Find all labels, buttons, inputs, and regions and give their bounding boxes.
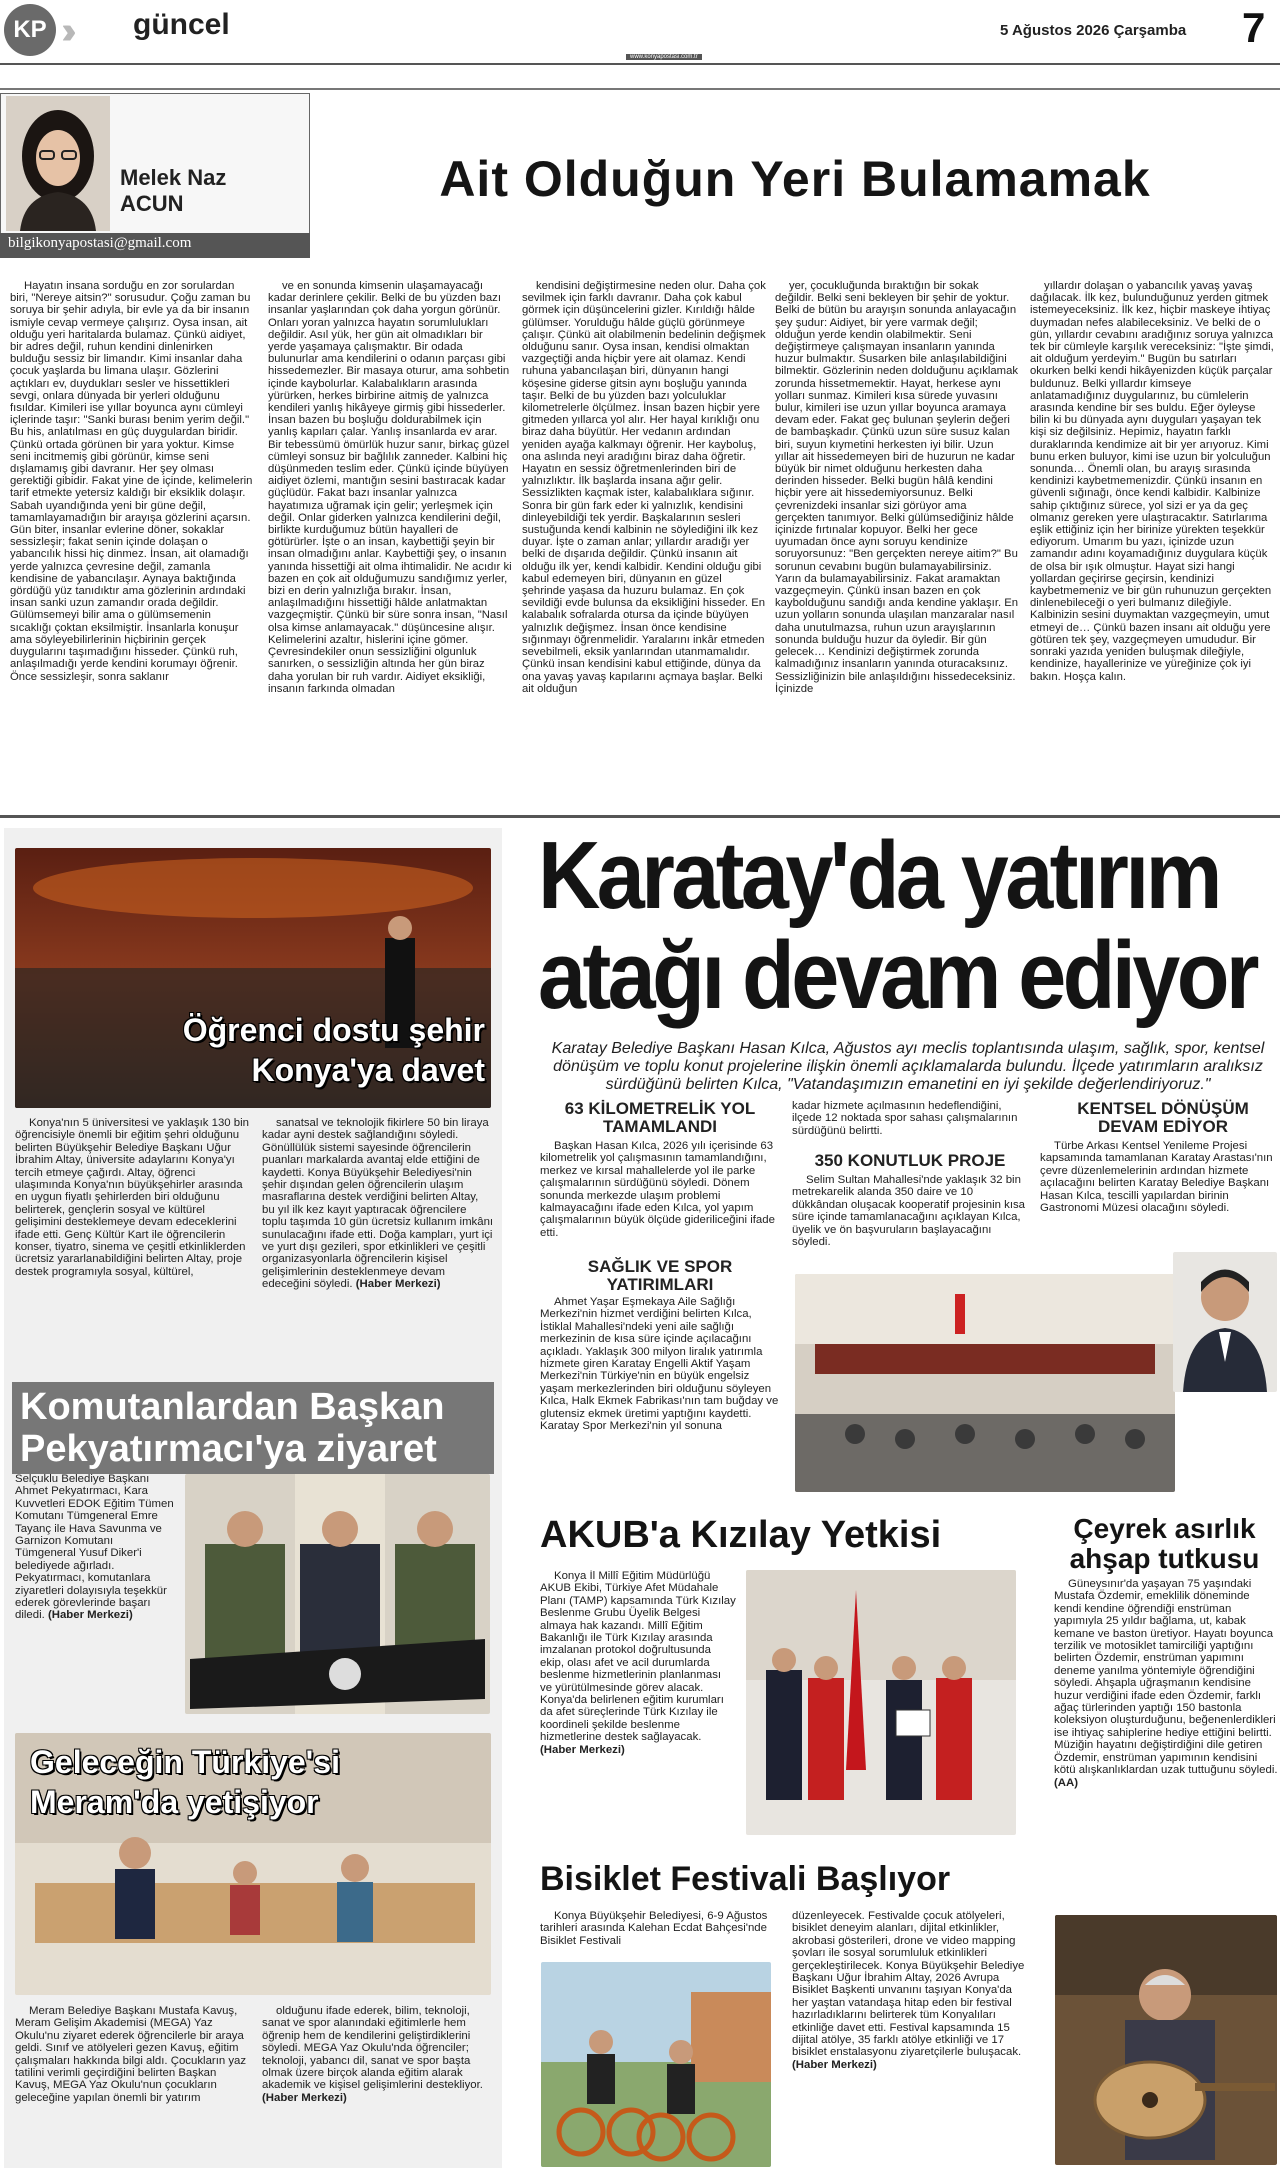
- section-divider: [0, 815, 1280, 818]
- newspaper-logo: KP: [4, 4, 56, 56]
- karatay-text-kentsel: Türbe Arkası Kentsel Yenileme Projesi kapsamında tamamlanan Karatay Arastası'nın çevre düzenlemelerinin ardından hizmete açılacağını belirten Karatay Belediye Başkanı Hasan Kılca, tescilli yapılardan birinin Gastronomi Müzesi olacağını söyledi.: [1040, 1140, 1273, 1215]
- ceyrek-headline: Çeyrek asırlık ahşap tutkusu: [1069, 1513, 1260, 1574]
- karatay-sub-yol: 63 KİLOMETRELİK YOL TAMAMLANDI: [564, 1099, 756, 1136]
- ceyrek-photo: [1055, 1915, 1277, 2165]
- meram-headline-line2: Meram'da yetişiyor: [30, 1784, 319, 1820]
- karatay-text-saglik: Ahmet Yaşar Eşmekaya Aile Sağlığı Merkezi'nin hizmet verdiğini belirten Kılca, İstiklal Mahallesi'ndeki yeni aile sağlığı merkezinin de kısa süre içinde açılacağını açıkladı. Yaklaşık 300 milyon liralık yatırımla hizmete giren Karatay Engelli Aktif Yaşam Merkezi'nin Türkiye'nin en büyük engelsiz yaşam merkezlerinden biri olduğunu söyleyen Kılca, Halk Ekmek Fabrikası'nın tam buğday ve glutensiz ekmek üretimi yaptığını kaydetti. Karatay Spor Merkezi'nin yıl sonuna: [540, 1296, 779, 1433]
- karatay-headline: [538, 822, 1276, 1029]
- karatay-sub-kentsel: KENTSEL DÖNÜŞÜM DEVAM EDİYOR: [1077, 1099, 1249, 1136]
- komutan-headline: Komutanlardan Başkan Pekyatırmacı'ya ziyaret: [12, 1382, 494, 1474]
- akub-photo: [746, 1570, 1016, 1835]
- ogrenci-headline-line2: Konya'ya davet: [251, 1052, 485, 1088]
- meram-text-2: olduğunu ifade ederek, bilim, teknoloji, sanat ve spor alanındaki eğitimlerle hem öğrenip hem de kendilerini geliştirdiklerini söyledi. MEGA Yaz Okulu'nda öğrenciler; teknoloji, yabancı dil, sanat ve spor başta olmak üzere birçok alanda eğitim alarak akademik ve kişisel gelişimlerini destekliyor. (Haber Merkezi): [262, 2005, 483, 2104]
- bisiklet-text-2: düzenleyecek. Festivalde çocuk atölyeleri, bisiklet deneyim alanları, dijital etkinlikler, akrobasi gösterileri, drone ve video mapping şovları ile sosyal sorumluluk etkinlikleri gerçekleştirilecek. Konya Büyükşehir Belediye Başkanı Uğur İbrahim Altay, 2026 Avrupa Bisiklet Başkenti unvanını taşıyan Konya'da her yaştan vatandaşa hitap eden bir festival hazırladıklarını belirterek tüm Konyalıları etkinliğe davet etti. Festival kapsamında 15 dijital atölye, 35 farklı atölye etkinliği ve 17 bisiklet enstalasyonu ziyaretçilerle buluşacak. (Haber Merkezi): [792, 1910, 1025, 2071]
- ogrenci-headline-line1: Öğrenci dostu şehir: [182, 1012, 485, 1048]
- karatay-sub-konut: 350 KONUTLUK PROJE: [814, 1151, 1006, 1170]
- column-text-4: yer, çocukluğunda bıraktığın bir sokak değildir. Belki seni bekleyen bir şehir de yoktur. Belki de bütün bu arayışın sonunda anlayacağın şey şudur: Aidiyet, bir yere varmak değil; olduğun yerde kendin olabilmektir. Seni değiştirmeye çalışmayan insanların yanında huzur bulmaktır. Susarken bile anlaşılabildiğini bilmektir. Gözlerinin neden dolduğunu açıklamak zorunda hissetmemektir. Hayat, herkese aynı yolları sunmaz. Kimileri kısa sürede yuvasını bulur, kimileri ise uzun yıllar boyunca aramaya devam eder. Fakat geç bulunan şeylerin değeri de bambaşkadır. Çünkü uzun süre susuz kalan biri, suyun kıymetini herkesten iyi bilir. Uzun yıllar ait hissedemeyen biri de huzurun ne kadar büyük bir nimet olduğunu herkesten daha derinden hisseder. Belki bugün hâlâ kendini hiçbir yere ait hissedemiyorsunuz. Belki çevrenizdeki insanlar sizi görüyor ama gerçekten tanımıyor. Belki gülümsediğiniz hâlde içinizde fırtınalar kopuyor. Belki her gece uyumadan önce aynı soruyu kendinize soruyorsunuz: "Ben gerçekten nereye aitim?" Bu sorunun cevabını bugün bulamayabilirsiniz. Yarın da bulamayabilirsiniz. Fakat aramaktan vazgeçmeyin. Çünkü insan bazen en çok kaybolduğunu sandığı anda kendine yaklaşır. En uzun yolların sonunda ulaşılan manzaralar nasıl daha unutulmazsa, ruhun uzun arayışlarının sonunda bulduğu huzur da öyledir. Bir gün gelecek… Kendinizi değiştirmek zorunda kalmadığınız insanların yanında oturacaksınız. Sessizliğinizin bile anlaşıldığını hissedeceksiniz. İçinizde: [775, 280, 1019, 695]
- page-header: [0, 0, 1280, 60]
- column-text-3: kendisini değiştirmesine neden olur. Daha çok sevilmek için farklı davranır. Daha çok kabul görmek için düşüncelerini gizler. Kırıldığı hâlde gülümser. Yorulduğu hâlde güçlü görünmeye çalışır. Çünkü ait olabilmenin bedelinin değişmek olduğunu sanır. Oysa insan, kendisi olmaktan vazgeçtiği anda hiçbir yere ait olamaz. Kendi ruhuna yabancılaşan biri, dünyanın hangi köşesine giderse gitsin aynı boşluğu yanında taşır. Belki de bu yüzden bazı yolculuklar kilometrelerle ölçülmez. İnsan bazen hiçbir yere gitmeden yıllarca yol alır. Her hayal kırıklığı onu biraz daha büyütür. Her vedanın ardından yeniden ayağa kalkmayı öğrenir. Her kayboluş, ona aslında neyi aradığını biraz daha öğretir. Hayatın en sessiz öğretmenlerinden biri de yalnızlıktır. İlk başlarda insana ağır gelir. Sessizlikten kaçmak ister, kalabalıklara sığınır. Sonra bir gün fark eder ki yalnızlık, kendisini dinleyebildiği tek yerdir. Başkalarının sesleri sustuğunda kendi kalbinin ne söylediğini ilk kez duyar. İşte o zaman anlar; yıllardır aradığı yer belki de dışarıda değildir. Çünkü insanın ait olduğu ilk yer, kendi kalbidir. Kendini olduğu gibi kabul edemeyen biri, dünyanın en güzel şehrinde yaşasa da huzuru bulamaz. En çok sevildiği evde bulunsa da eksikliğini hisseder. En kalabalık sofralarda otursa da içinde büyüyen yalnızlık değişmez. İnsan önce kendisine sığınmayı öğrenmelidir. Yaralarını inkâr etmeden sevebilmeli, eksik yanlarından utanmamalıdır. Çünkü insan kendisini kabul ettiğinde, dünya da ona yavaş yavaş kapılarını açmaya başlar. Belki ait olduğun: [522, 280, 766, 695]
- header-rule: [0, 63, 1280, 65]
- bisiklet-photo: [541, 1962, 771, 2167]
- karatay-headline-line2: atağı devam ediyor: [538, 922, 1256, 1029]
- karatay-text-konut: Selim Sultan Mahallesi'nde yaklaşık 32 bin metrekarelik alanda 350 daire ve 10 dükkândan oluşacak kooperatif projesinin kısa süre içinde tamamlanacağını açıklayan Kılca, üyelik ve ön başvuruların başlayacağını söyledi.: [792, 1174, 1026, 1249]
- ceyrek-text: Güneysınır'da yaşayan 75 yaşındaki Mustafa Özdemir, emeklilik döneminde kendi kendine öğrendiği enstrüman yapımıyla 25 yıldır bağlama, ut, kabak kemane ve baston üretiyor. Hayatı boyunca terzilik ve motosiklet tamirciliği yaptığını belirten Özdemir, enstrüman yapımını deneme yanılma yöntemiyle öğrendiğini söyledi. Ahşapla uğraşmanın kendisine huzur verdiğini ifade eden Özdemir, farklı ağaç türlerinden yaptığı 150 bastonla koleksiyon oluşturduğunu, beğenenlerdikleri ise ihtiyaç sahiplerine hediye ettiğini belirtti. Müziğin hayatını değiştirdiğini dile getiren Özdemir, enstrüman yapımının kendisini kötü alışkanlıklardan uzak tuttuğunu söyledi. (AA): [1054, 1578, 1278, 1789]
- karatay-text-yol: Başkan Hasan Kılca, 2026 yılı içerisinde 63 kilometrelik yol çalışmasının tamamlandığını, merkez ve kırsal mahallelerde yol ile parke çalışmalarının sürdüğünü söyledi. Dönem sonunda merkezde ulaşım problemi kalmayacağını ifade eden Kılca, yol yapım çalışmalarının büyük ölçüde gideriliceğini ifade etti.: [540, 1140, 775, 1239]
- columnist-photo: [6, 96, 110, 231]
- columnist-name: [120, 165, 226, 217]
- site-url: www.konyapostasi.com.tr: [626, 54, 702, 60]
- komutan-photo: [185, 1474, 490, 1714]
- section-name: güncel: [133, 8, 230, 41]
- karatay-meclis-photo: [795, 1274, 1175, 1492]
- meram-text-1: Meram Belediye Başkanı Mustafa Kavuş, Meram Gelişim Akademisi (MEGA) Yaz Okulu'nu ziyaret ederek öğrencilerle bir araya geldi. Sınıf ve atölyeleri gezen Kavuş, eğitim çalışmaları hakkında bilgi aldı. Çocukların yaz tatilini verimli geçirdiğini belirten Başkan Kavuş, MEGA Yaz Okulu'nun çocukların geleceğine yapılan önemli bir yatırım: [15, 2005, 247, 2104]
- issue-date: 5 Ağustos 2026 Çarşamba: [1000, 22, 1187, 39]
- karatay-sub-saglik: SAĞLIK VE SPOR YATIRIMLARI: [587, 1257, 733, 1294]
- ogrenci-text-1: Konya'nın 5 üniversitesi ve yaklaşık 130 bin öğrencisiyle önemli bir eğitim şehri olduğunu belirten Büyükşehir Belediye Başkanı Uğur İbrahim Altay, üniversite adaylarını Konya'yı tercih etmeye çağırdı. Altay, öğrenci ulaşımında Konya'nın büyükşehirler arasında en uygun fiyatlı şehirlerden biri olduğunu belirterek, gençlerin sosyal ve kültürel gelişimini desteklemeye devam edeceklerini ifade etti. Genç Kültür Kart ile öğrencilerin konser, tiyatro, sinema ve çeşitli etkinliklerden ücretsiz yararlanabildiğini belirten Altay, proje destek programıyla sosyal, kültürel,: [15, 1117, 249, 1278]
- meram-headline-line1: Geleceğin Türkiye'si: [30, 1744, 340, 1780]
- column-title: Ait Olduğun Yeri Bulamamak: [439, 151, 1151, 207]
- karatay-text-spor: kadar hizmete açılmasının hedeflendiğini, ilçede 12 noktada spor sahası çalışmalarının sürdüğünü belirtti.: [792, 1100, 1018, 1137]
- ogrenci-text-2: sanatsal ve teknolojik fikirlere 50 bin liraya kadar ayni destek sağlandığını söyledi. Gönüllülük sistemi sayesinde öğrencilerin puanları markalarda avantaj elde ettiğini de kaydetti. Konya Büyükşehir Belediyesi'nin şehir dışından gelen öğrencilerin ulaşım masraflarına destek verdiğini belirten Altay, bu yıl ilk kez kayıt yaptıracak öğrencilere toplu taşımda 10 gün ücretsiz kullanım imkânı sunulacağını ifade etti. Doğa kampları, yurt içi ve yurt dışı gezileri, spor etkinlikleri ve çeşitli organizasyonlarla öğrencilerin kişisel gelişimlerinin desteklenmeye devam edeceğini söyledi. (Haber Merkezi): [262, 1117, 494, 1291]
- columnist-first-name: Melek Naz: [120, 165, 227, 190]
- karatay-deck: Karatay Belediye Başkanı Hasan Kılca, Ağustos ayı meclis toplantısında ulaşım, sağlık, spor, kentsel dönüşüm ve toplu konut projelerine ilişkin önemli açıklamalarda bulundu. İlçede yatırımların aralıksız sürdüğünü belirten Kılca, "Vatandaşımızın emanetini en iyi şekilde değerlendiriyoruz.": [551, 1040, 1265, 1093]
- columnist-last-name: ACUN: [120, 191, 184, 216]
- column-top-rule: [0, 88, 1280, 90]
- akub-headline: AKUB'a Kızılay Yetkisi: [540, 1514, 942, 1556]
- komutan-text: Selçuklu Belediye Başkanı Ahmet Pekyatırmacı, Kara Kuvvetleri EDOK Eğitim Tümen Komutanı Tümgeneral Emre Tayanç ile Hava Savunma ve Garnizon Komutanı Tümgeneral Yusuf Diker'i belediyede ağırladı. Pekyatırmacı, komutanlara ziyaretleri dolayısıyla teşekkür ederek görevlerinde başarı diledi. (Haber Merkezi): [15, 1473, 174, 1622]
- bisiklet-text-1: Konya Büyükşehir Belediyesi, 6-9 Ağustos tarihleri arasında Kalehan Ecdat Bahçesi'nde Bisiklet Festivali: [540, 1910, 768, 1947]
- ogrenci-headline: [150, 1010, 485, 1090]
- bisiklet-headline: Bisiklet Festivali Başlıyor: [540, 1860, 951, 1898]
- karatay-headline-line1: Karatay'da yatırım: [538, 822, 1219, 929]
- akub-text: Konya İl Millî Eğitim Müdürlüğü AKUB Ekibi, Türkiye Afet Müdahale Planı (TAMP) kapsamında Türk Kızılay Beslenme Grubu Üyelik Belgesi almaya hak kazandı. Millî Eğitim Bakanlığı ile Türk Kızılay arasında imzalanan protokol doğrultusunda ekip, olası afet ve acil durumlarda beslenme hizmetlerinin planlanması ve yürütülmesinde görev alacak. Konya'da belirlenen eğitim kurumları da afet süreçlerinde Türk Kızılay ile koordineli şekilde beslenme hizmetlerine destek sağlayacak. (Haber Merkezi): [540, 1570, 736, 1756]
- column-text-1: Hayatın insana sorduğu en zor sorulardan biri, "Nereye aitsin?" sorusudur. Çoğu zaman bu soruya bir şehir adıyla, bir evle ya da bir insanın ismiyle cevap vermeye çalışırız. Oysa insan, ait olduğu yeri haritalarda bulamaz. Çünkü aidiyet, bir adres değil, ruhun kendini dinlenirken bulduğu sessiz bir limandır. Kimi insanlar daha çocuk yaşlarda bu limana ulaşır. Gözlerini açtıkları ev, duydukları sesler ve hissettikleri sevgi, onlara dünyada bir yerleri olduğunu fısıldar. Kimileri ise yıllar boyunca aynı cümleyi içlerinde taşır: "Sanki burası benim yerim değil." Bu his, anlatılması en güç duygulardan biridir. Çünkü ortada görünen bir yara yoktur. Kimse seni incitmemiş gibi görünür, kimse seni dışlamamış gibi davranır. Her şey olması gerektiği gibidir. Fakat yine de içinde, kelimelerin tarif etmekte yetersiz kaldığı bir eksiklik dolaşır. Sabah uyandığında yeni bir güne değil, tamamlayamadığın bir arayışa gözlerini açarsın. Gün biter, insanlar evlerine döner, sokaklar sessizleşir; fakat senin içinde dolaşan o yabancılık hissi hiç dinmez. İnsan, ait olamadığı yerde yalnızca çevresine değil, zamanla kendisine de yabancılaşır. Aynaya baktığında gördüğü yüz tanıdıktır ama gözlerinin ardındaki insan sanki uzun zamandır orada değildir. Gülümsemeyi bilir ama o gülümsemenin sıcaklığı çoktan eksilmiştir. İnsanlarla konuşur ama söyleyebilirlerinin hiçbirinin gerçek duygularını taşımadığını hisseder. Çünkü ruh, anlaşılmadığı yerde kendini korumayı öğrenir. Önce sessizleşir, sonra saklanır: [10, 280, 253, 683]
- page-number: 7: [1242, 4, 1266, 51]
- column-text-5: yıllardır dolaşan o yabancılık yavaş yavaş dağılacak. İlk kez, bulunduğunuz yerden gitmek istemeyeceksiniz. İlk kez, hiçbir maskeye ihtiyaç duymadan nefes alabileceksiniz. Ve belki de o gün, yıllardır cevabını aradığınız soruya yalnızca tek bir cümleyle karşılık vereceksiniz: "İşte şimdi, ait olduğum yerdeyim." Bugün bu satırları okurken belki kendi hikâyenizden küçük parçalar buldunuz. Belki yıllardır kimseye anlatamadığınız duygularınız, bu cümlelerin arasında kendine bir ses buldu. Eğer öyleyse bilin ki bu dünyada aynı duyguları yaşayan tek kişi siz değilsiniz. Hepimiz, hayatın farklı duraklarında kendimize ait bir yer arıyoruz. Kimi bunu erken buluyor, kimi ise uzun bir yolculuğun sonunda… Önemli olan, bu arayış sırasında kendinizi kaybetmemenizdir. Çünkü insanın en güvenli sığınağı, önce kendi kalbidir. Kalbinize sahip çıktığınız sürece, yol sizi er ya da geç olmanız gereken yere ulaştıracaktır. Satırlarıma eşlik ettiğiniz için her birinize yürekten teşekkür ediyorum. Umarım bu yazı, içinizde uzun zamandır adını koyamadığınız duygulara küçük de olsa bir ışık olmuştur. Hayat sizi hangi yollardan geçirirse geçirsin, kendinizi kaybetmemeniz ve bir gün ruhunuzun gerçekten dinlenebileceği o yeri bulmanız dileğiyle. Kalbinizin sesini duymaktan vazgeçmeyin, umut etmeyi de… Çünkü bazen insanı ait olduğu yere götüren tek şey, vazgeçmeyen umududur. Bir sonraki yazıda yeniden buluşmak dileğiyle, kendinize, hayallerinize ve yüreğinize çok iyi bakın. Hoşça kalın.: [1030, 280, 1274, 683]
- columnist-email[interactable]: bilgikonyapostasi@gmail.com: [0, 233, 310, 258]
- meram-headline: [30, 1742, 470, 1822]
- column-text-2: ve en sonunda kimsenin ulaşamayacağı kadar derinlere çekilir. Belki de bu yüzden bazı insanlar yaşlarından çok daha yorgun görünür. Onları yoran yalnızca hayatın sorumlulukları değildir. Asıl yük, her gün ait olmadıkları bir yerde yaşamaya çalışmaktır. Bir odada bulunurlar ama kendilerini o odanın parçası gibi hissedemezler. Bir masaya oturur, ama sohbetin içinde kaybolurlar. Kalabalıkların arasında yürürken, herkes birbirine aitmiş de yalnızca kendileri yanlış hikâyeye girmiş gibi hissederler. İnsan bazen bu boşluğu doldurabilmek için yanlış kapıları çalar. Yanlış insanlarda ev arar. Bir tebessümü ömürlük huzur sanır, birkaç güzel cümleyi sonsuz bir bağlılık zanneder. Kalbini hiç düşünmeden teslim eder. Çünkü içinde büyüyen aidiyet özlemi, mantığın sesini bastıracak kadar güçlüdür. Fakat bazı insanlar yalnızca hayatımıza uğramak için gelir; yerleşmek için değil. Onlar giderken yalnızca kendilerini değil, birlikte kurduğumuz bütün hayalleri de götürürler. İşte o an insan, kaybettiği şeyin bir insan olmadığını anlar. Kaybettiği şey, o insanın yanında hissettiği ait olma ihtimalidir. Ne acıdır ki bazen en çok ait olduğumuzu sandığımız yerler, bizi en derin yalnızlığa bırakır. İnsan, anlaşılmadığını hissettiği hâlde anlatmaktan vazgeçmiştir. Çünkü bir süre sonra insan, "Nasıl olsa kimse anlamayacak." düşüncesine alışır. Kelimelerini azaltır, hislerini içine gömer. Çevresindekiler onun sessizliğini olgunluk sanırken, o sessizliğin altında her gün biraz daha yorulan bir ruh vardır. Aidiyet eksikliği, insanın farkında olmadan: [268, 280, 512, 695]
- karatay-mayor-photo: [1173, 1252, 1277, 1392]
